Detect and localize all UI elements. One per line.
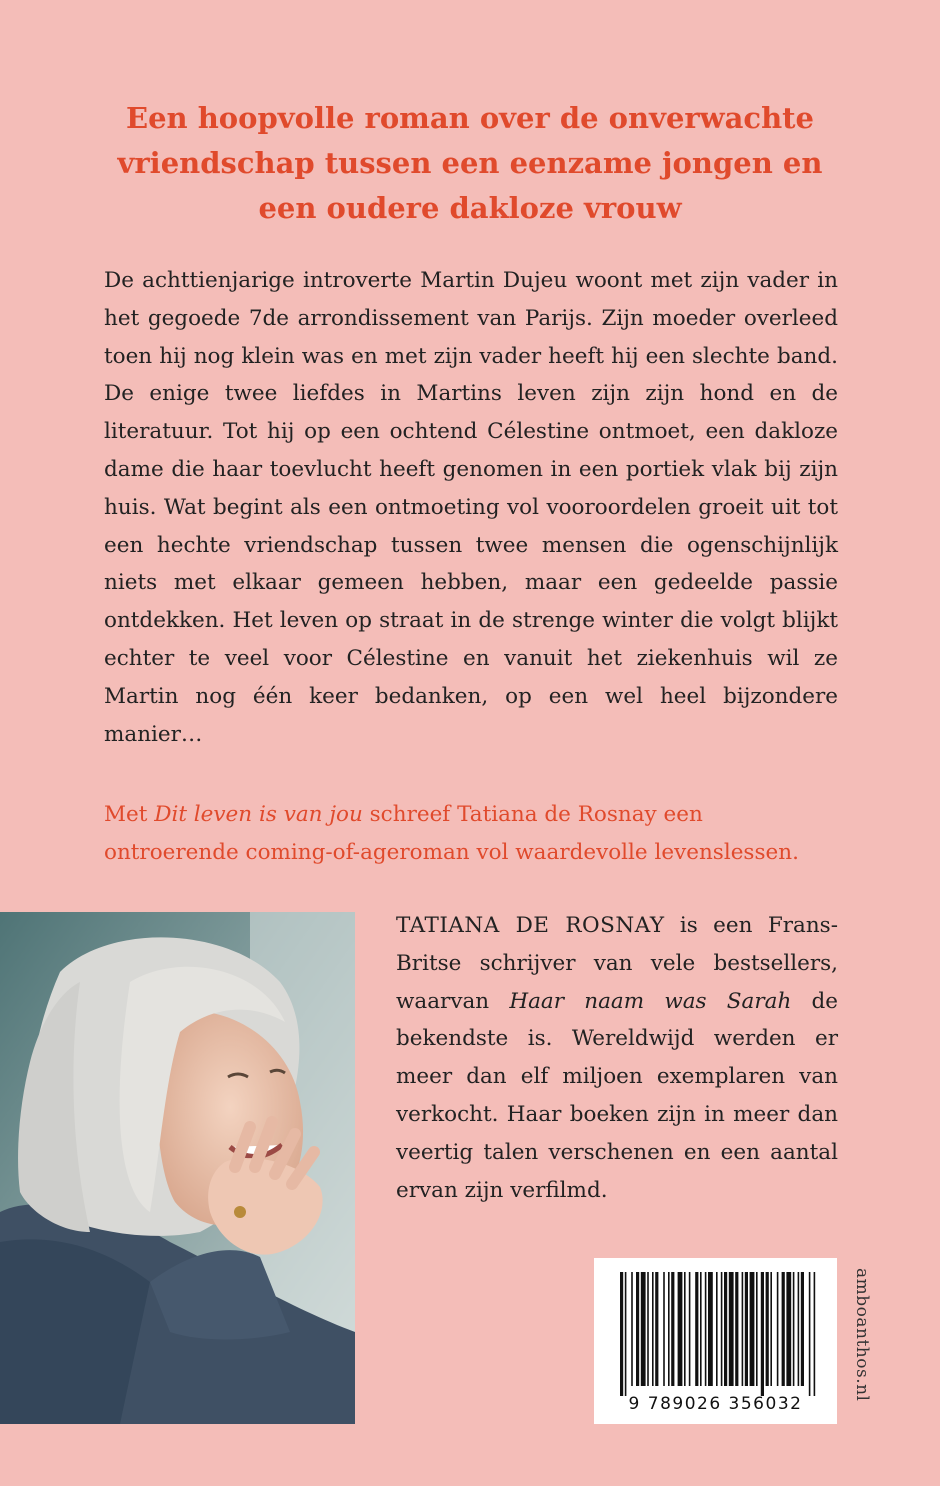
barcode-bar (777, 1272, 779, 1386)
barcode-bar (716, 1272, 718, 1386)
barcode-bar (705, 1272, 707, 1386)
barcode-bar (695, 1272, 698, 1386)
barcode-bar (652, 1272, 654, 1386)
barcode-bar (770, 1272, 772, 1386)
barcode-bar (620, 1272, 623, 1396)
barcode-bar (678, 1272, 683, 1386)
barcode (594, 1258, 837, 1424)
barcode-bar (742, 1272, 744, 1386)
barcode-bar (761, 1272, 764, 1396)
barcode-bar (745, 1272, 748, 1386)
bio-book-title: Haar naam was Sarah (509, 988, 792, 1014)
author-name: TATIANA DE ROSNAY (396, 913, 665, 938)
barcode-bar (668, 1272, 670, 1386)
barcode-bar (655, 1272, 658, 1386)
publisher-website: amboanthos.nl (852, 1268, 872, 1402)
tagline: Een hoopvolle roman over de onverwachte vriendschap tussen een eenzame jongen en een oudere dakloze vrouw (117, 101, 823, 225)
barcode-bar (671, 1272, 674, 1386)
author-bio (396, 907, 838, 1209)
barcode-bar (801, 1272, 804, 1386)
barcode-bar (786, 1272, 791, 1386)
closing-prefix: Met (104, 802, 155, 827)
barcode-bar (793, 1272, 795, 1386)
closing-book-title: Dit leven is van jou (154, 802, 363, 827)
author-portrait-image (0, 912, 355, 1424)
barcode-bar (663, 1272, 665, 1386)
barcode-bar (766, 1272, 769, 1386)
barcode-bar (684, 1272, 686, 1386)
barcode-bar (700, 1272, 702, 1386)
barcode-bar (750, 1272, 755, 1386)
barcode-bar (631, 1272, 633, 1386)
isbn-number: 9 789026 356032 (628, 1394, 803, 1414)
author-photo (0, 912, 355, 1424)
barcode-bar (721, 1272, 723, 1386)
closing-suffix: schreef Tatiana de Rosnay een ontroerende coming-of-ageroman vol waardevolle levenslessen. (104, 802, 799, 865)
barcode-bar (809, 1272, 811, 1396)
bio-text-part1: is een Frans-Britse schrijver van vele bestsellers, waarvan (396, 913, 838, 1014)
barcode-bar (798, 1272, 800, 1386)
bio-text-part2: de bekendste is. Wereldwijd werden er meer dan elf miljoen exemplaren van verkocht. Haar boeken zijn in meer dan veertig talen verschenen en een aantal ervan zijn verfilmd. (396, 988, 839, 1203)
barcode-bar (729, 1272, 734, 1386)
barcode-bar (782, 1272, 785, 1386)
barcode-bar (814, 1272, 816, 1396)
barcode-bars (594, 1258, 837, 1398)
barcode-bar (735, 1272, 738, 1386)
barcode-bar (708, 1272, 713, 1386)
barcode-bar (641, 1272, 646, 1386)
barcode-bar (689, 1272, 691, 1386)
barcode-bar (647, 1272, 649, 1386)
barcode-bar (636, 1272, 639, 1386)
blurb-paragraph: De achttienjarige introverte Martin Dujeu woont met zijn vader in het gegoede 7de arrondissement van Parijs. Zijn moeder overleed toen hij nog klein was en met zijn vader heeft hij een slechte band. De enige twee liefdes in Martins leven zijn zijn hond en de literatuur. Tot hij op een ochtend Célestine ontmoet, een dakloze dame die haar toevlucht heeft genomen in een portiek vlak bij zijn huis. Wat begint als een ontmoeting vol vooroordelen groeit uit tot een hechte vriendschap tussen twee mensen die ogenschijnlijk niets met elkaar gemeen hebben, maar een gedeelde passie ontdekken. Het leven op straat in de strenge winter die volgt blijkt echter te veel voor Célestine en vanuit het ziekenhuis wil ze Martin nog één keer bedanken, op een wel heel bijzondere manier… (104, 268, 838, 747)
closing-statement (104, 796, 838, 872)
barcode-bar (724, 1272, 727, 1386)
barcode-bar (625, 1272, 627, 1396)
barcode-bar (756, 1272, 758, 1386)
